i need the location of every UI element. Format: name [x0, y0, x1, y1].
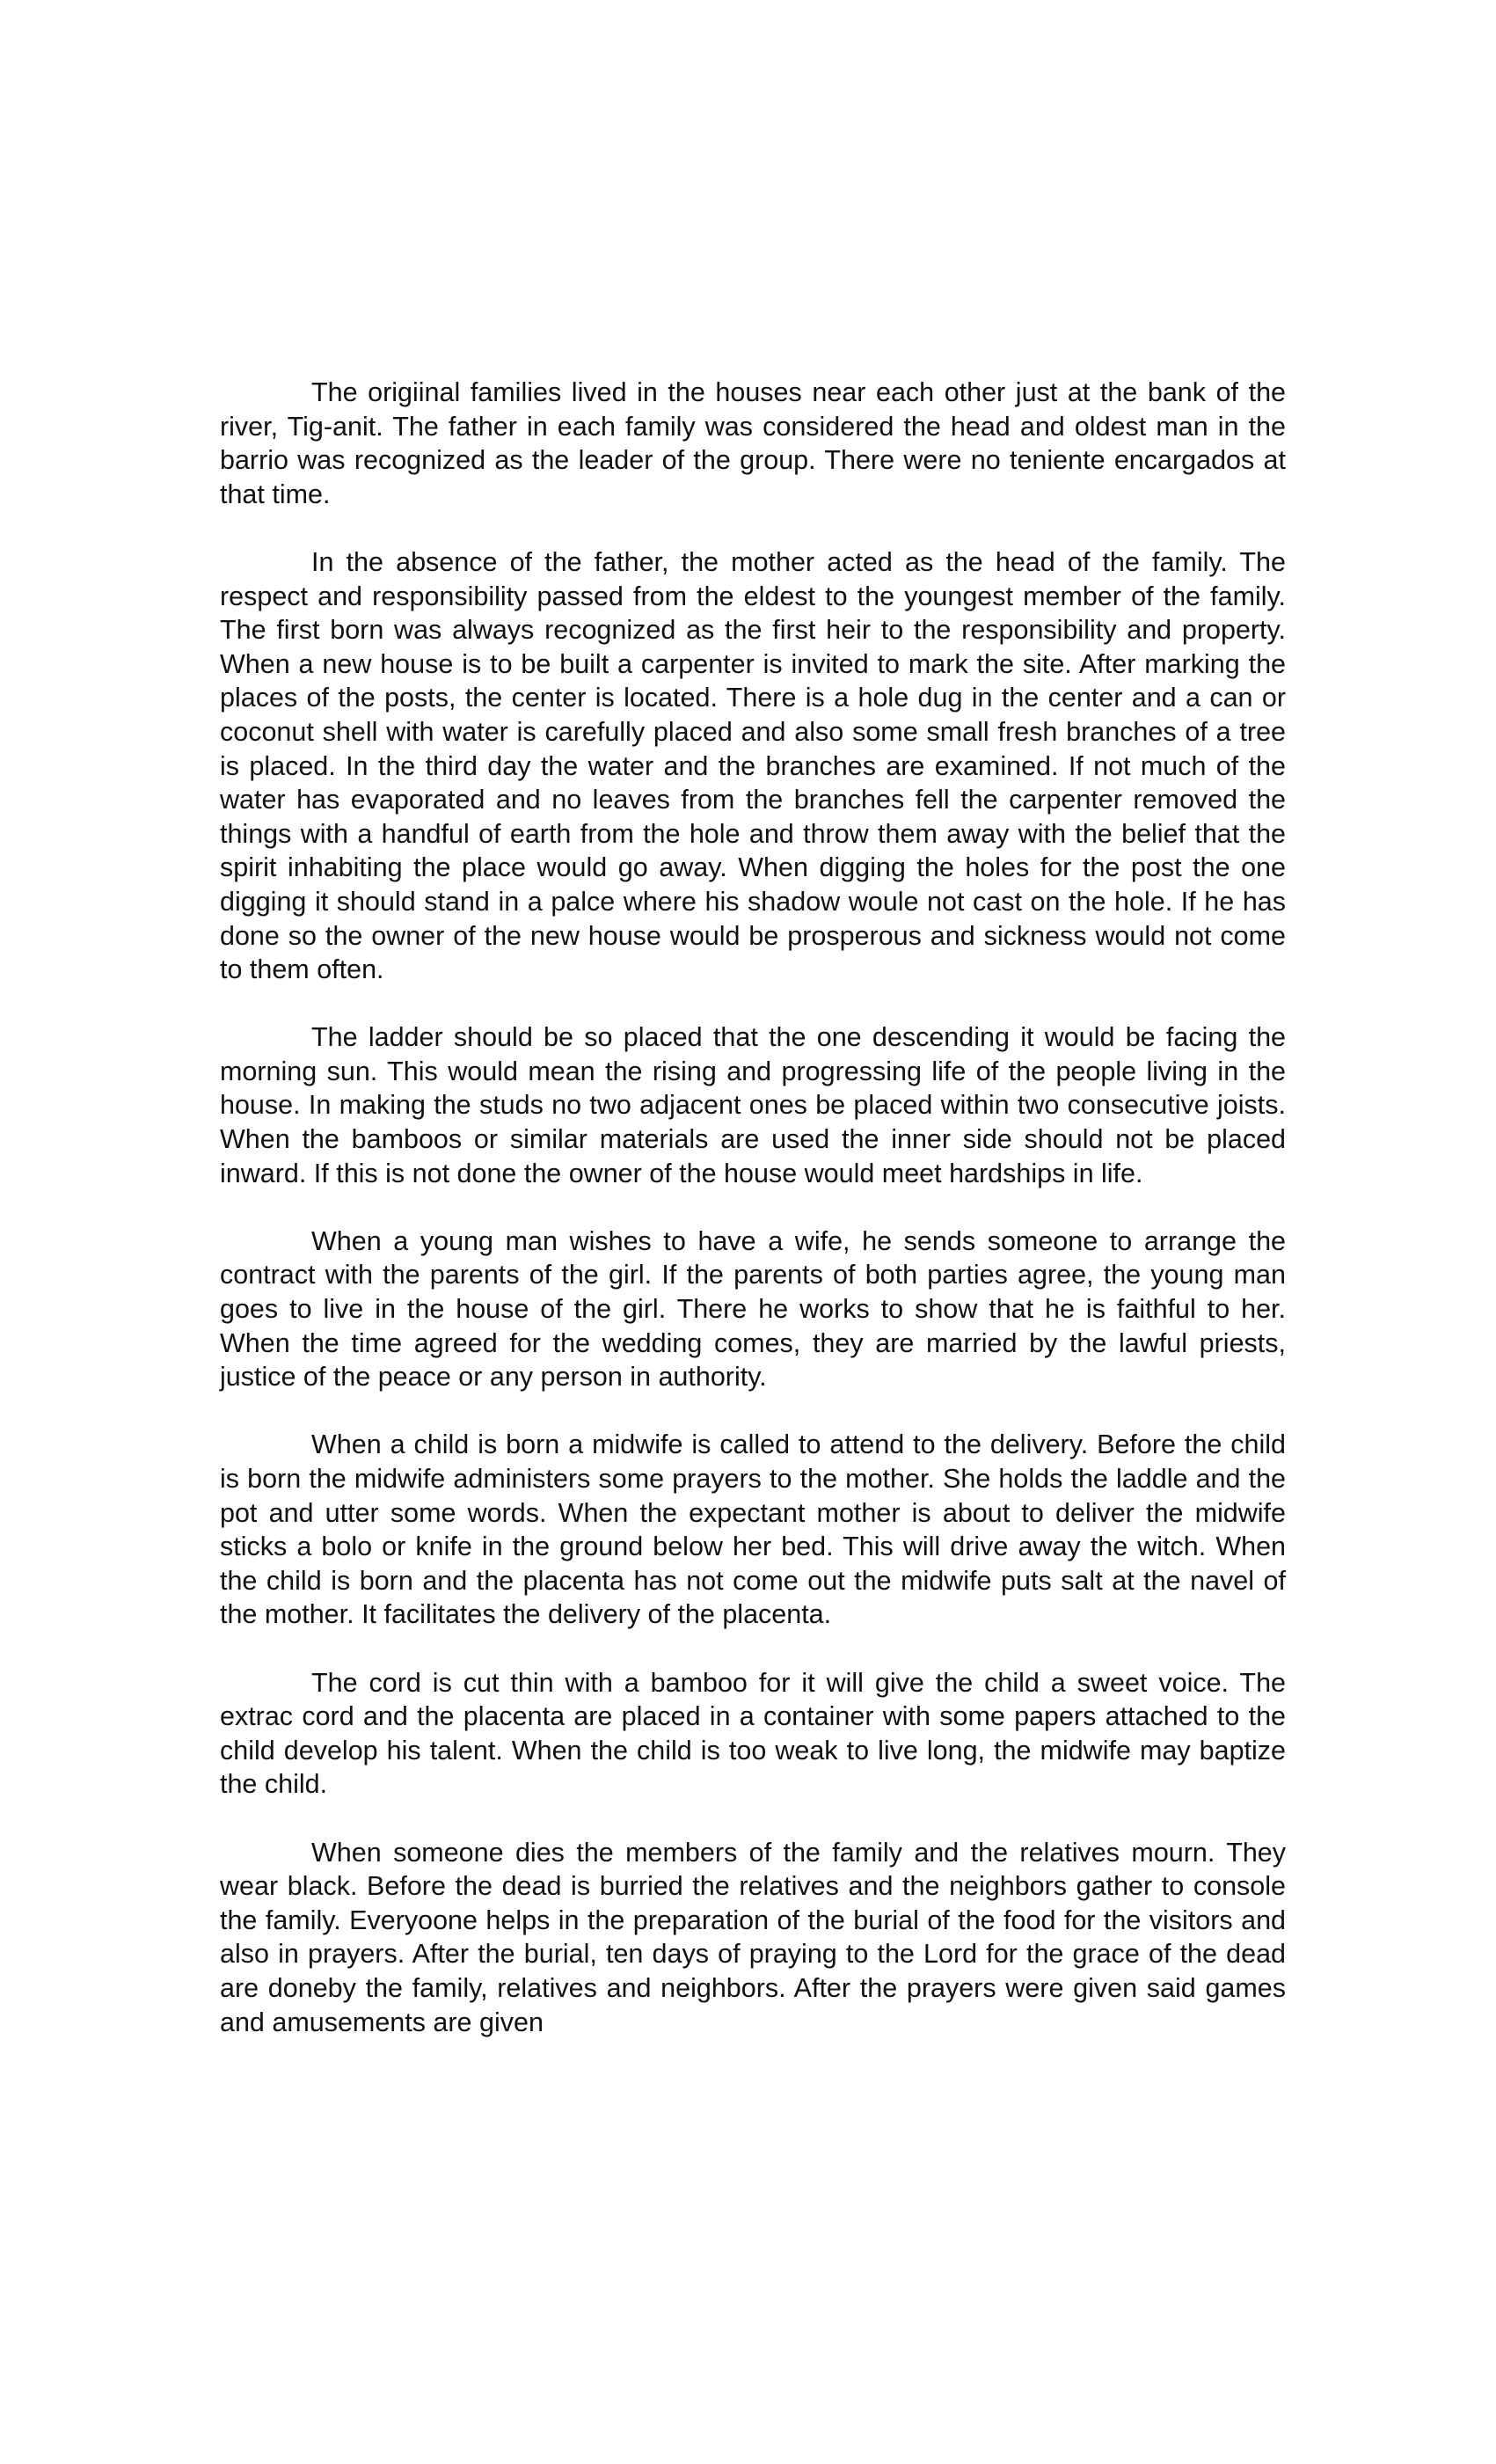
paragraph-death: When someone dies the members of the family and the relatives mourn. They wear black. Before the dead is burried the relatives and the neighbors gather to console the family. Everyoone helps in the preparation of the burial of the food for the visitors and also in prayers. After the burial, ten days of praying to the Lord for the grace of the dead are doneby the family, relatives and neighbors. After the prayers were given said games and amusements are given — [220, 1837, 1286, 2037]
body-text — [220, 376, 1286, 2039]
paragraph-ladder: The ladder should be so placed that the one descending it would be facing the morning sun. This would mean the rising and progressing life of the people living in the house. In making the studs no two adjacent ones be placed within two consecutive joists. When the bamboos or similar materials are used the inner side should not be placed inward. If this is not done the owner of the house would meet hardships in life. — [220, 1022, 1286, 1188]
paragraph-cord: The cord is cut thin with a bamboo for it will give the child a sweet voice. The extrac cord and the placenta are placed in a container with some papers attached to the child develop his talent. When the child is too weak to live long, the midwife may baptize the child. — [220, 1667, 1286, 1800]
paragraph-original-families: The origiinal families lived in the houses near each other just at the bank of the river, Tig-anit. The father in each family was considered the head and oldest man in the barrio was recognized as the leader of the group. There were no teniente encargados at that time. — [220, 377, 1286, 509]
paragraph-head-of-family: In the absence of the father, the mother acted as the head of the family. The respect and responsibility passed from the eldest to the youngest member of the family. The first born was always recognized as the first heir to the responsibility and property. When a new house is to be built a carpenter is invited to mark the site. After marking the places of the posts, the center is located. There is a hole dug in the center and a can or coconut shell with water is carefully placed and also some small fresh branches of a tree is placed. In the third day the water and the branches are examined. If not much of the water has evaporated and no leaves from the branches fell the carpenter removed the things with a handful of earth from the hole and throw them away with the belief that the spirit inhabiting the place would go away. When digging the holes for the post the one digging it should stand in a palce where his shadow woule not cast on the hole. If he has done so the owner of the new house would be prosperous and sickness would not come to them often. — [220, 546, 1286, 985]
paragraph-marriage: When a young man wishes to have a wife, he sends someone to arrange the contract with the parents of the girl. If the parents of both parties agree, the young man goes to live in the house of the girl. There he works to show that he is faithful to her. When the time agreed for the wedding comes, they are married by the lawful priests, justice of the peace or any person in authority. — [220, 1225, 1286, 1393]
paragraph-childbirth: When a child is born a midwife is called to attend to the delivery. Before the child is born the midwife administers some prayers to the mother. She holds the laddle and the pot and utter some words. When the expectant mother is about to deliver the midwife sticks a bolo or knife in the ground below her bed. This will drive away the witch. When the child is born and the placenta has not come out the midwife puts salt at the navel of the mother. It facilitates the delivery of the placenta. — [220, 1429, 1286, 1630]
